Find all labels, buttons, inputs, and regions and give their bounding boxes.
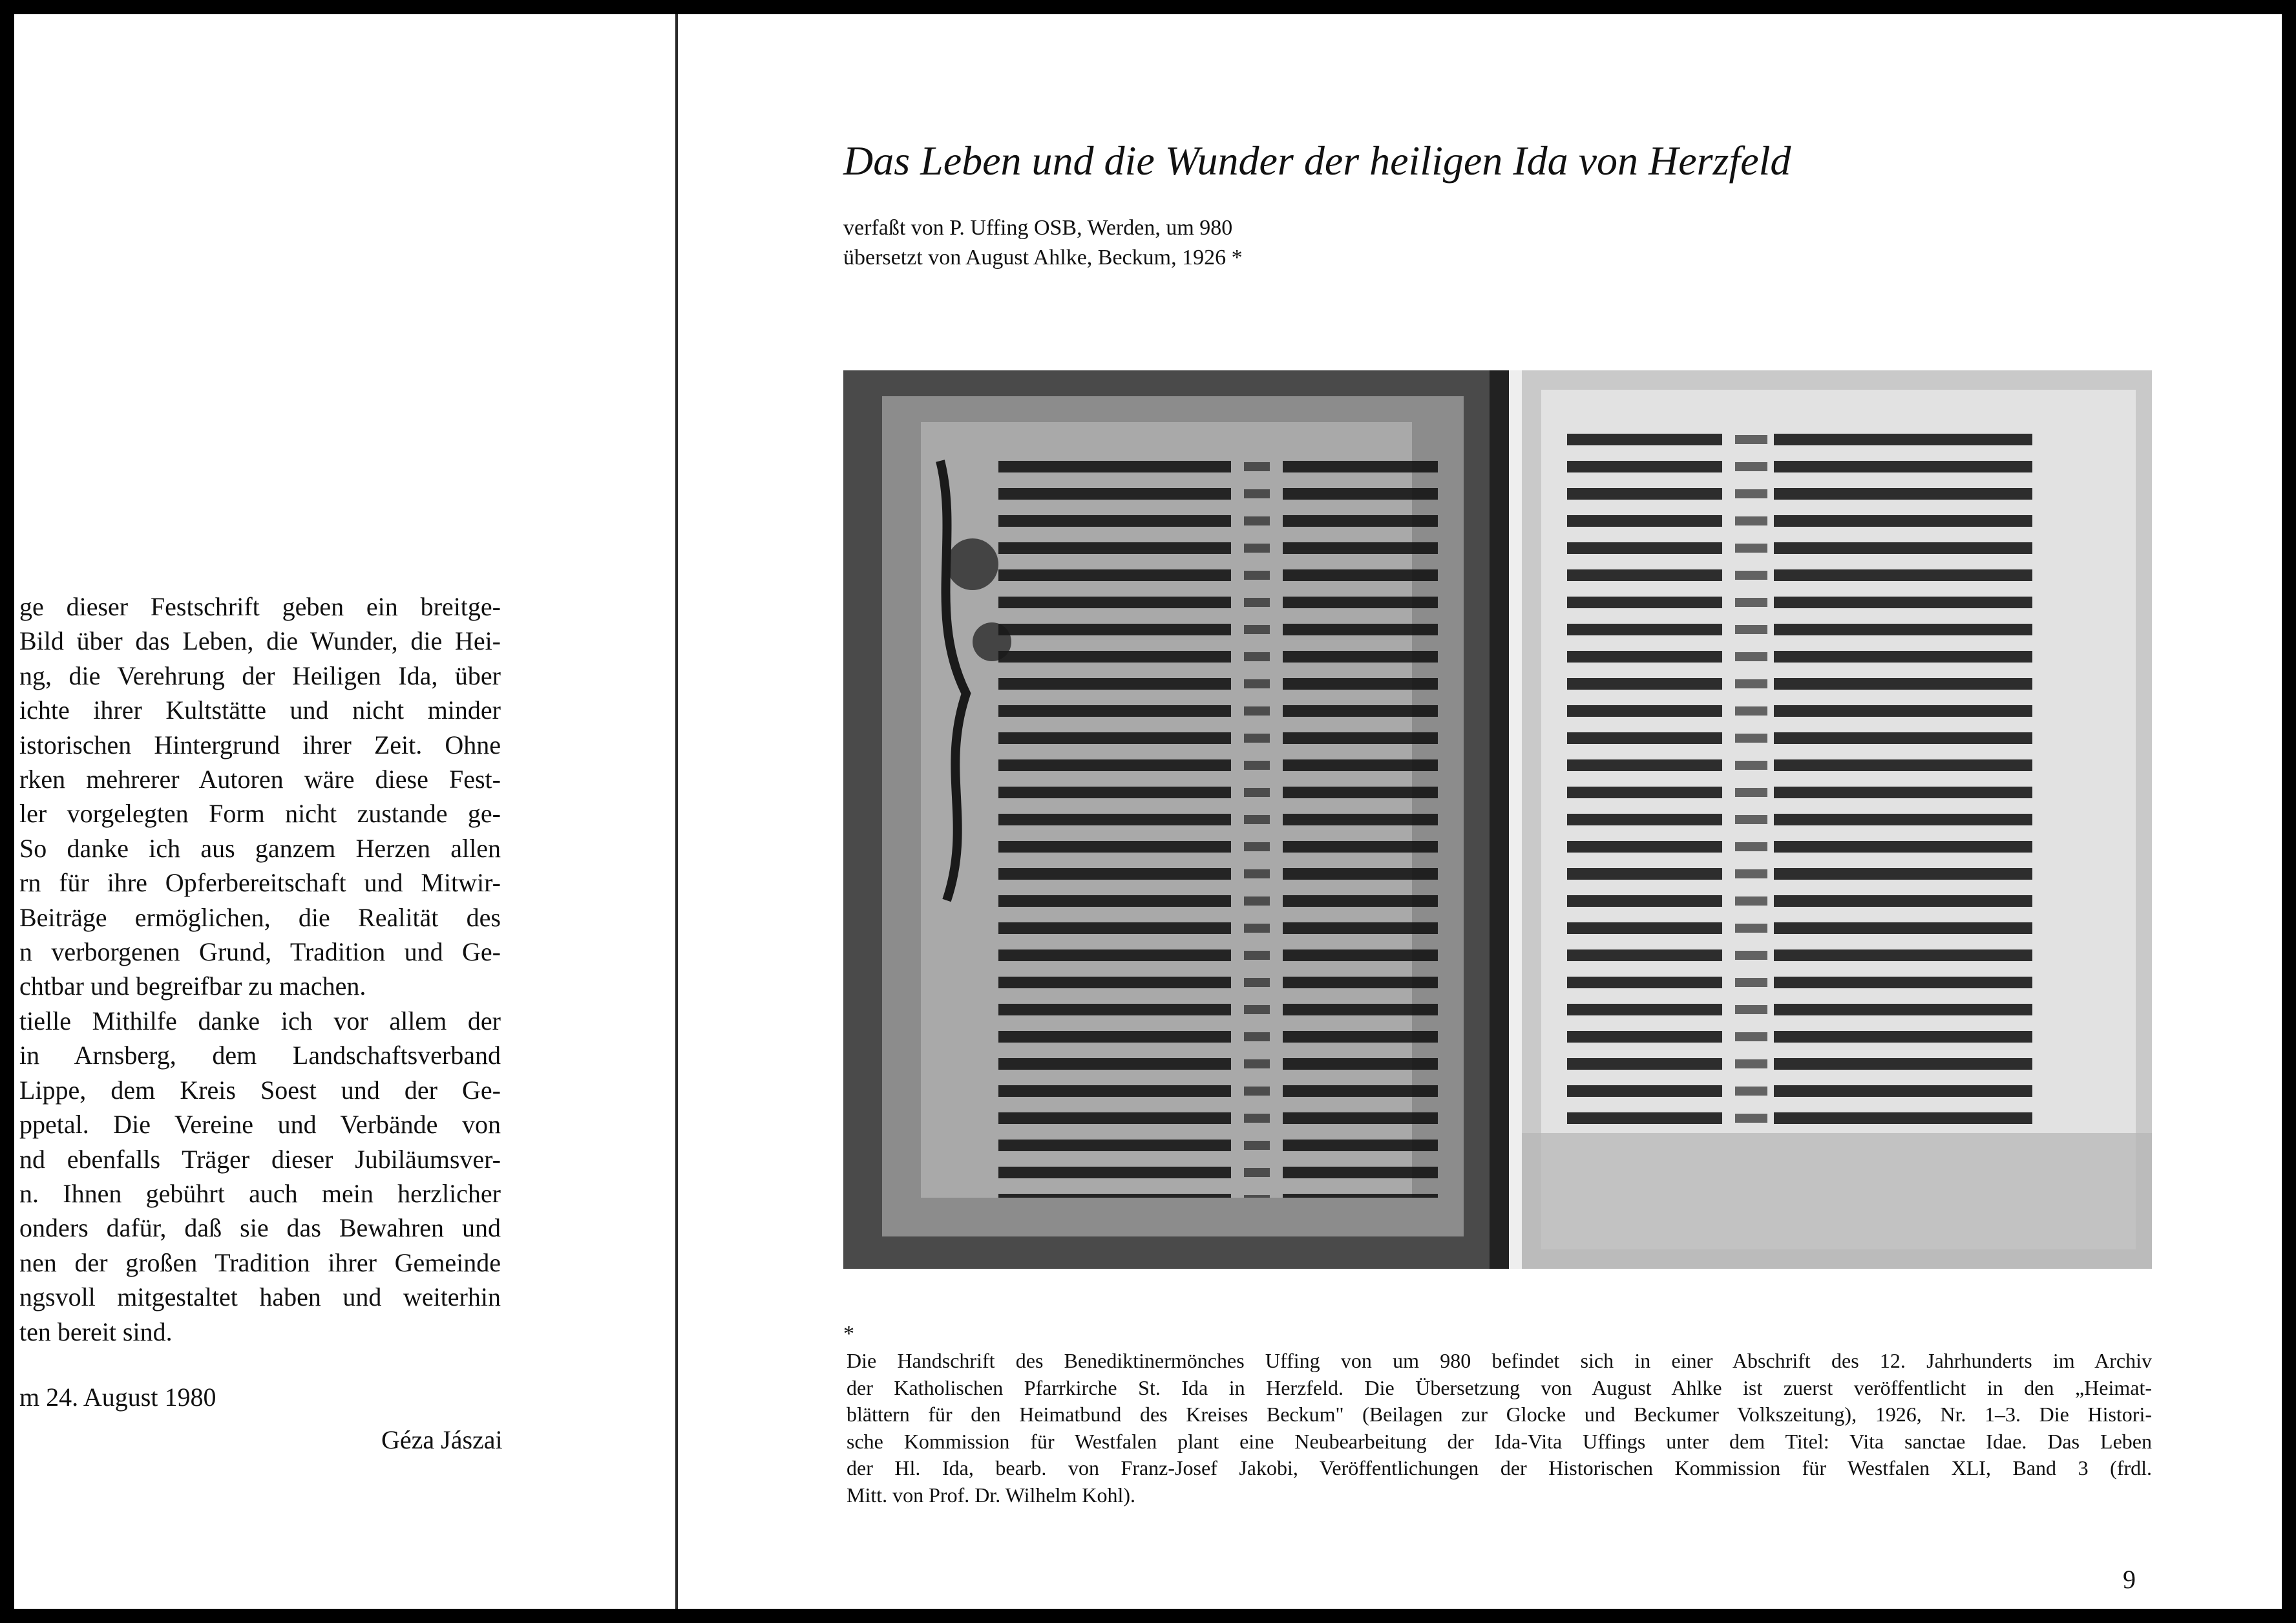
footnote-line: Die Handschrift des Benediktinermönches Uffing von um 980 befindet sich in einer Abschrift des 12. Jahrhunderts im Archiv: [847, 1349, 2152, 1372]
translator-line: übersetzt von August Ahlke, Beckum, 1926 *: [843, 246, 1243, 270]
footnote-line: Mitt. von Prof. Dr. Wilhelm Kohl).: [847, 1483, 1135, 1507]
footnote-line: sche Kommission für Westfalen plant eine Neubearbeitung der Ida-Vita Uffings unter dem Titel: Vita sanctae Idae. Das Leben: [847, 1429, 2152, 1453]
left-page-text: [19, 589, 501, 1349]
text-line: rken mehrerer Autoren wäre diese Fest-: [19, 765, 501, 794]
page-fold-line: [675, 14, 678, 1609]
footnote-line: der Hl. Ida, bearb. von Franz-Josef Jakobi, Veröffentlichungen der Historischen Kommission für Westfalen XLI, Band 3 (frdl.: [847, 1456, 2152, 1480]
text-line: ngsvoll mitgestaltet haben und weiterhin: [19, 1282, 501, 1312]
text-line: ng, die Verehrung der Heiligen Ida, über: [19, 661, 501, 690]
text-line: So danke ich aus ganzem Herzen allen: [19, 833, 501, 863]
text-line: tielle Mithilfe danke ich vor allem der: [19, 1006, 501, 1035]
article-subtitle: [843, 213, 1243, 273]
text-line: onders dafür, daß sie das Bewahren und: [19, 1213, 501, 1243]
text-line: Bild über das Leben, die Wunder, die Hei-: [19, 626, 501, 656]
text-line: chtbar und begreifbar zu machen.: [19, 971, 366, 1001]
footnote-mark: *: [843, 1322, 854, 1346]
manuscript-photo-icon: [843, 370, 2152, 1269]
text-line: nen der großen Tradition ihrer Gemeinde: [19, 1247, 501, 1277]
text-line: ten bereit sind.: [19, 1317, 173, 1346]
author-line: verfaßt von P. Uffing OSB, Werden, um 980: [843, 216, 1233, 240]
text-line: nd ebenfalls Träger dieser Jubiläumsver-: [19, 1144, 501, 1174]
manuscript-photo: [843, 370, 2152, 1269]
article-title: Das Leben und die Wunder der heiligen Ida von Herzfeld: [843, 138, 1791, 184]
footnote-line: blättern für den Heimatbund des Kreises Beckum" (Beilagen zur Glocke und Beckumer Volkszeitung), 1926, Nr. 1–3. Die Histori-: [847, 1403, 2152, 1426]
text-line: ichte ihrer Kultstätte und nicht minder: [19, 695, 501, 725]
text-line: Lippe, dem Kreis Soest und der Ge-: [19, 1075, 501, 1105]
text-line: in Arnsberg, dem Landschaftsverband: [19, 1041, 501, 1070]
footnote-line: der Katholischen Pfarrkirche St. Ida in Herzfeld. Die Übersetzung von August Ahlke ist zuerst veröffentlicht in den „Heimat-: [847, 1375, 2152, 1399]
signature: Géza Jászai: [381, 1425, 503, 1454]
date-line: m 24. August 1980: [19, 1383, 216, 1412]
text-line: istorischen Hintergrund ihrer Zeit. Ohne: [19, 730, 501, 759]
text-line: rn für ihre Opferbereitschaft und Mitwir-: [19, 868, 501, 898]
footnote-text: [847, 1348, 2152, 1509]
text-line: n. Ihnen gebührt auch mein herzlicher: [19, 1178, 501, 1208]
text-line: Beiträge ermöglichen, die Realität des: [19, 902, 501, 932]
text-line: n verborgenen Grund, Tradition und Ge-: [19, 937, 501, 967]
text-line: ler vorgelegten Form nicht zustande ge-: [19, 799, 501, 829]
text-line: ppetal. Die Vereine und Verbände von: [19, 1110, 501, 1140]
page-number: 9: [2123, 1565, 2136, 1594]
text-line: ge dieser Festschrift geben ein breitge-: [19, 592, 501, 621]
